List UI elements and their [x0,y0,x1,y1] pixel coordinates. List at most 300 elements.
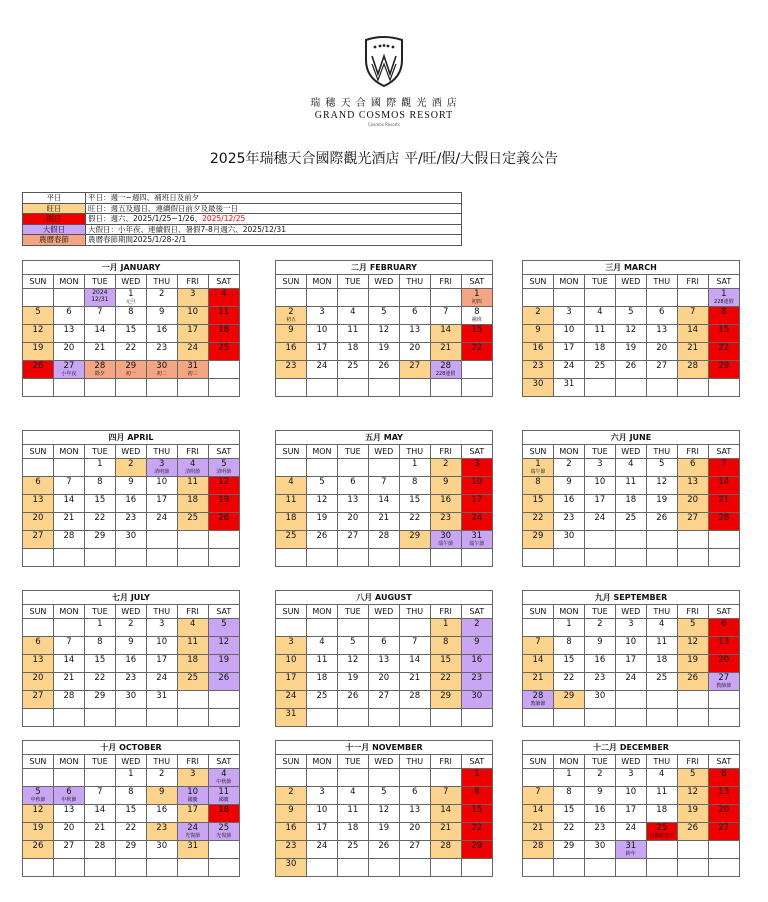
week-row [23,459,240,477]
day-cell [677,459,708,477]
empty-cell [276,379,307,397]
weekday-header: SUN [276,605,307,619]
empty-cell [84,859,115,877]
weekday-header: THU [646,605,677,619]
day-cell: 15 [115,805,146,823]
week-row [276,787,493,805]
weekday-header: WED [368,275,399,289]
day-number: 26 [687,823,699,833]
day-cell [430,787,461,805]
week-row [523,805,740,823]
empty-cell [177,859,208,877]
weekday-header: THU [146,605,177,619]
day-cell: 25 [337,361,368,379]
day-cell: 25 [337,841,368,859]
day-cell: 7 [368,477,399,495]
month-calendar [275,430,493,567]
day-cell [276,673,307,691]
day-cell [430,823,461,841]
day-cell: 30 [115,531,146,549]
month-calendar [522,430,740,567]
day-number: 9 [535,325,541,335]
day-number: 19 [32,343,44,353]
weekday-header: TUE [584,605,615,619]
empty-cell [23,289,54,307]
empty-cell [677,841,708,859]
week-row [23,841,240,859]
empty-cell [399,619,430,637]
weekday-header: WED [115,275,146,289]
empty-cell [368,709,399,727]
day-number: 11 [218,307,230,317]
weekday-header: TUE [337,445,368,459]
day-number: 13 [32,655,44,665]
day-cell: 13 [399,325,430,343]
day-number: 7 [535,637,541,647]
day-number: 25 [656,823,668,833]
week-row [23,549,240,567]
week-row [23,343,240,361]
day-cell [461,343,492,361]
week-row [23,477,240,495]
weekday-header: THU [146,755,177,769]
day-cell [523,691,554,709]
weekday-header: TUE [84,275,115,289]
day-note: 端午節 [438,541,454,547]
empty-cell [146,549,177,567]
resort-logo [0,34,768,127]
day-cell: 17 [306,343,337,361]
day-note: 初四 [471,299,482,305]
empty-cell [461,709,492,727]
week-row [23,691,240,709]
day-cell [461,655,492,673]
day-cell: 20 [53,343,84,361]
empty-cell [337,549,368,567]
empty-cell [646,549,677,567]
empty-cell [584,531,615,549]
day-cell [677,637,708,655]
day-cell [208,769,239,787]
weekday-header: MON [53,755,84,769]
day-cell: 28 [53,691,84,709]
day-number: 14 [440,805,452,815]
day-cell: 16 [115,495,146,513]
day-cell: 23 [584,673,615,691]
day-cell: 12 [368,325,399,343]
day-cell [708,787,739,805]
weekday-header: SUN [23,755,54,769]
day-cell: 14 [84,805,115,823]
month-title: 四月 APRIL [23,431,240,445]
brand-name-en: GRAND COSMOS RESORT [314,110,454,121]
day-number: 2 [288,307,294,317]
day-cell [708,289,739,307]
day-cell: 2 [584,619,615,637]
day-cell [523,823,554,841]
empty-cell [23,619,54,637]
day-cell: 22 [553,673,584,691]
day-cell [430,459,461,477]
empty-cell [177,709,208,727]
empty-cell [177,549,208,567]
day-cell: 25 [306,691,337,709]
day-number: 21 [440,823,452,833]
day-number: 21 [532,823,544,833]
day-cell: 3 [306,307,337,325]
week-row [23,859,240,877]
day-cell [677,619,708,637]
day-cell: 18 [337,343,368,361]
day-number: 9 [474,637,480,647]
week-row [23,787,240,805]
weekday-header: SAT [708,275,739,289]
empty-cell [306,549,337,567]
day-note: 初一 [125,371,136,377]
day-cell: 30 [115,691,146,709]
day-cell: 27 [337,531,368,549]
weekday-header: MON [553,605,584,619]
day-number: 4 [189,619,196,629]
day-note: 教師節 [530,701,546,707]
week-row [276,531,493,549]
day-cell: 20 [53,823,84,841]
day-cell: 16 [146,805,177,823]
empty-cell [276,769,307,787]
week-row [23,637,240,655]
empty-cell [53,289,84,307]
empty-cell [53,459,84,477]
empty-cell [708,531,739,549]
day-cell: 17 [584,495,615,513]
day-note: 初五 [285,317,296,323]
week-row [23,307,240,325]
day-cell: 10 [584,477,615,495]
day-number: 3 [288,637,294,647]
empty-cell [306,619,337,637]
day-cell [461,477,492,495]
day-cell: 22 [553,823,584,841]
weekday-header: FRI [677,445,708,459]
day-cell: 13 [646,325,677,343]
day-note: 跨年 [625,851,636,857]
weekday-header: FRI [677,755,708,769]
empty-cell [399,709,430,727]
day-cell: 19 [368,343,399,361]
legend-row [23,235,462,246]
empty-cell [553,289,584,307]
week-row [523,289,740,307]
weekday-header: SUN [23,275,54,289]
day-number: 12 [687,787,699,797]
empty-cell [306,859,337,877]
day-cell [177,787,208,805]
day-cell: 10 [615,637,646,655]
day-number: 4 [221,769,227,779]
week-row [276,379,493,397]
day-cell [276,841,307,859]
day-cell: 15 [553,655,584,673]
empty-cell [84,549,115,567]
day-number: 5 [221,619,227,629]
day-cell [677,769,708,787]
empty-cell [615,709,646,727]
day-note: 國慶 [187,797,198,803]
weekday-header: WED [115,445,146,459]
day-cell [430,655,461,673]
day-cell [461,619,492,637]
day-cell: 6 [399,307,430,325]
day-number: 25 [187,673,199,683]
empty-cell [337,459,368,477]
week-row [523,841,740,859]
weekday-header: SAT [208,605,239,619]
day-note: 清明節 [185,469,201,475]
empty-cell [399,549,430,567]
day-cell [523,361,554,379]
week-row [23,655,240,673]
day-number: 17 [187,805,199,815]
day-cell: 22 [115,343,146,361]
day-cell [708,805,739,823]
day-cell: 5 [368,787,399,805]
day-cell: 18 [584,343,615,361]
day-cell [708,495,739,513]
day-number: 6 [689,459,696,469]
day-cell [523,495,554,513]
day-number: 27 [63,361,75,371]
week-row [23,289,240,307]
weekday-header: THU [646,755,677,769]
empty-cell [523,619,554,637]
day-number: 16 [285,823,297,833]
day-number: 29 [125,361,137,371]
day-cell [708,655,739,673]
empty-cell [23,859,54,877]
empty-cell [430,709,461,727]
empty-cell [584,709,615,727]
day-note: 228連假 [435,371,456,377]
empty-cell [146,531,177,549]
weekday-header: THU [646,275,677,289]
empty-cell [306,769,337,787]
month-calendar [522,740,740,877]
empty-cell [615,859,646,877]
day-cell: 21 [53,513,84,531]
day-number: 9 [288,805,294,815]
empty-cell [677,531,708,549]
day-cell: 14 [368,495,399,513]
empty-cell [208,859,239,877]
day-cell [708,343,739,361]
day-cell: 10 [306,325,337,343]
empty-cell [430,549,461,567]
empty-cell [208,549,239,567]
brand-subline: Cosmos Resorts [368,122,400,127]
day-number: 28 [440,361,452,371]
day-number: 5 [35,787,41,797]
weekday-header: THU [646,445,677,459]
week-row [276,823,493,841]
weekday-header: TUE [337,605,368,619]
weekday-header: FRI [677,275,708,289]
day-number: 3 [189,289,196,299]
day-cell [430,691,461,709]
weekday-header: THU [399,755,430,769]
resort-emblem-icon [362,34,406,88]
day-cell [677,673,708,691]
day-cell [208,787,239,805]
day-cell [146,459,177,477]
day-number: 16 [471,655,483,665]
weekday-header: WED [115,605,146,619]
empty-cell [306,379,337,397]
day-cell [430,495,461,513]
day-cell [276,495,307,513]
month-calendar [22,590,240,727]
week-row [523,325,740,343]
day-number: 25 [218,823,230,833]
day-cell [177,769,208,787]
week-row [276,495,493,513]
day-number: 4 [221,289,227,299]
empty-cell [53,549,84,567]
day-cell: 4 [615,459,646,477]
empty-cell [84,379,115,397]
day-cell: 9 [584,637,615,655]
empty-cell [646,379,677,397]
weekday-header: THU [399,275,430,289]
day-cell [708,637,739,655]
day-cell [523,459,554,477]
week-row [276,361,493,379]
weekday-header: THU [146,445,177,459]
day-number: 22 [718,343,730,353]
day-number: 2 [442,459,449,469]
day-cell: 20 [368,673,399,691]
day-cell: 24 [584,513,615,531]
day-cell: 23 [115,513,146,531]
day-cell: 27 [646,361,677,379]
day-note: 清明節 [154,469,170,475]
day-cell [115,289,146,307]
week-row [523,709,740,727]
week-row [276,289,493,307]
day-cell: 17 [306,823,337,841]
day-cell [177,361,208,379]
week-row [276,325,493,343]
legend-desc: 旺日：週五及週日、連續假日前夕及最後一日 [86,203,462,214]
weekday-header: SAT [461,445,492,459]
day-cell: 24 [146,673,177,691]
day-number: 8 [474,307,480,317]
day-cell [708,619,739,637]
day-number: 10 [187,307,199,317]
empty-cell [276,549,307,567]
day-cell [115,459,146,477]
day-cell [177,513,208,531]
day-number: 29 [440,691,452,701]
week-row [523,859,740,877]
day-cell: 11 [615,477,646,495]
day-number: 15 [471,805,483,815]
day-cell: 4 [337,787,368,805]
week-row [523,531,740,549]
week-row [276,859,493,877]
weekday-header: MON [553,275,584,289]
day-cell [23,637,54,655]
day-number: 6 [66,787,72,797]
week-row [276,343,493,361]
brand-name-zh: 瑞 穗 天 合 國 際 觀 光 酒 店 [310,98,458,109]
weekday-header: SAT [461,755,492,769]
day-number: 12 [218,477,230,487]
day-number: 18 [285,513,297,523]
weekday-header: WED [368,605,399,619]
day-number: 2 [474,619,480,629]
day-cell: 18 [337,823,368,841]
day-cell: 26 [306,531,337,549]
day-cell [208,459,239,477]
weekday-header: FRI [177,755,208,769]
weekday-header: TUE [337,275,368,289]
week-row [523,459,740,477]
day-number: 20 [718,655,730,665]
day-cell: 29 [84,691,115,709]
weekday-header: MON [306,445,337,459]
day-cell [461,459,492,477]
day-cell: 9 [115,477,146,495]
empty-cell [677,289,708,307]
week-row [523,769,740,787]
empty-cell [523,549,554,567]
day-cell: 23 [584,823,615,841]
day-cell: 1 [399,459,430,477]
day-number: 30 [471,691,483,701]
week-row [23,823,240,841]
day-cell [177,343,208,361]
week-row [523,549,740,567]
day-cell: 24 [306,361,337,379]
day-cell: 8 [115,307,146,325]
day-cell: 3 [615,619,646,637]
day-cell: 26 [646,513,677,531]
empty-cell [677,859,708,877]
day-number: 9 [442,477,449,487]
week-row [23,619,240,637]
empty-cell [177,531,208,549]
day-number: 28 [94,361,106,371]
legend-desc-cell [86,214,462,225]
empty-cell [115,859,146,877]
day-number: 13 [718,637,730,647]
empty-cell [208,691,239,709]
month-calendar [275,590,493,727]
day-cell: 26 [368,841,399,859]
day-number: 9 [288,325,294,335]
day-note: 228連假 [714,299,734,305]
day-cell: 12 [337,655,368,673]
day-number: 28 [440,841,452,851]
day-cell: 20 [337,513,368,531]
empty-cell [53,619,84,637]
day-number: 8 [474,787,480,797]
day-cell [523,513,554,531]
day-cell [461,673,492,691]
day-cell [23,477,54,495]
day-cell [677,513,708,531]
day-cell [276,361,307,379]
